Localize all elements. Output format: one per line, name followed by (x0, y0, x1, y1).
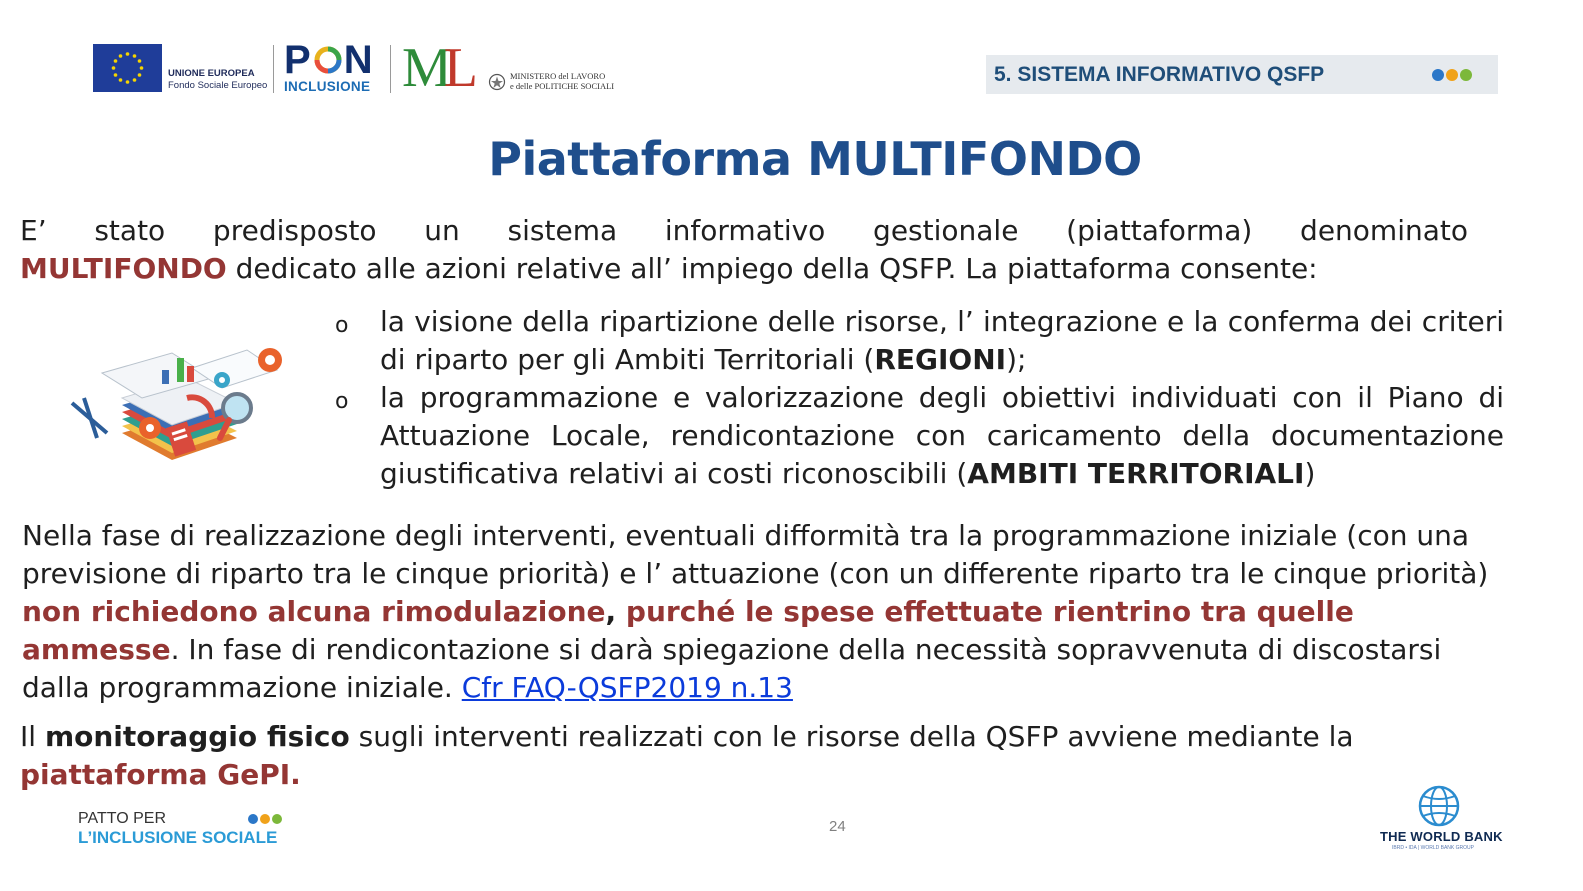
footer-dots-icon (248, 814, 282, 824)
section-badge (986, 55, 1498, 94)
page-number: 24 (829, 818, 846, 835)
dot-orange-icon (260, 814, 270, 824)
page-title: Piattaforma MULTIFONDO (488, 132, 1142, 186)
pon-letter-p: P (284, 38, 312, 82)
eu-line2: Fondo Sociale Europeo (168, 80, 268, 91)
dot-orange-icon (1446, 69, 1458, 81)
p3-bold: monitoraggio fisico (44, 720, 350, 753)
world-bank-subtitle: IBRD • IDA | WORLD BANK GROUP (1392, 845, 1474, 851)
list-item (330, 303, 1504, 379)
ministry-text (510, 71, 614, 91)
dot-green-icon (1460, 69, 1472, 81)
list-item-text: la visione della ripartizione delle risorse, l’ integrazione e la conferma dei criteri di riparto per gli Ambiti Territoriali ( (380, 305, 1504, 376)
list-item-tail: ); (1006, 343, 1027, 376)
section-badge-label: 5. SISTEMA INFORMATIVO QSFP (994, 63, 1325, 86)
list-item (330, 379, 1504, 493)
italian-emblem-icon (488, 73, 506, 95)
ministry-line1: MINISTERO del LAVORO (510, 71, 606, 81)
intro-rest: dedicato alle azioni relative all’ impiego della QSFP. La piattaforma consente: (226, 252, 1318, 285)
pon-logo (284, 40, 374, 80)
patto-line2: L’INCLUSIONE SOCIALE (78, 828, 278, 847)
p3-middle: sugli interventi realizzati con le risorse della QSFP avviene mediante la (349, 720, 1354, 753)
monitoring-paragraph (20, 718, 1460, 794)
pon-o-icon (313, 42, 343, 72)
dot-blue-icon (1432, 69, 1444, 81)
list-item-tail: ) (1304, 457, 1316, 490)
dot-green-icon (272, 814, 282, 824)
pon-letter-n: N (343, 38, 374, 82)
intro-highlight: MULTIFONDO (20, 252, 227, 285)
p2-highlight2: purché le spese effettuate rientrino tra quelle ammesse (22, 595, 1354, 666)
bullet-circle-icon: o (335, 313, 349, 338)
ministry-ml-logo (402, 37, 479, 99)
implementation-paragraph (22, 517, 1512, 707)
world-bank-name: THE WORLD BANK (1380, 829, 1503, 844)
eu-line1: UNIONE EUROPEA (168, 68, 255, 79)
eu-flag-logo (93, 44, 162, 92)
three-dots-icon (1432, 69, 1472, 81)
patto-line1: PATTO PER (78, 810, 167, 827)
list-item-bold: REGIONI (874, 343, 1007, 376)
list-item-text: la programmazione e valorizzazione degli obiettivi individuati con il Piano di Attuazione Locale, rendicontazione con caricamento della documentazione giustificativa relativi ai costi riconoscibili ( (380, 381, 1504, 490)
ml-l-letter: L (443, 37, 479, 99)
bullet-circle-icon: o (335, 389, 349, 414)
p3-prefix: Il (20, 720, 45, 753)
p3-highlight: piattaforma GePI. (20, 758, 301, 791)
list-item-bold: AMBITI TERRITORIALI (967, 457, 1305, 490)
intro-paragraph (20, 212, 1468, 288)
ministry-line2: e delle POLITICHE SOCIALI (510, 81, 615, 91)
p2-part2: . In fase di rendicontazione si darà spiegazione della necessità sopravvenuta di discostarsi dalla programmazione iniziale. (22, 633, 1442, 704)
faq-link[interactable]: Cfr FAQ-QSFP2019 n.13 (461, 671, 793, 704)
intro-line1: E’ stato predisposto un sistema informativo gestionale (piattaforma) denominato (20, 214, 1468, 247)
capabilities-list (330, 303, 1504, 493)
platform-illustration (62, 338, 292, 492)
pon-subtitle: INCLUSIONE (284, 79, 371, 94)
p2-part1: Nella fase di realizzazione degli interventi, eventuali difformità tra la programmazione iniziale (con una previsione di riparto tra le cinque priorità) e l’ attuazione (con un differente riparto tra le cinque priorità) (22, 519, 1489, 590)
p2-comma: , (605, 595, 617, 628)
eu-text (168, 68, 267, 92)
logo-divider (390, 45, 391, 93)
world-bank-globe-icon (1417, 784, 1461, 832)
p2-highlight1: non richiedono alcuna rimodulazione (22, 595, 606, 628)
ml-m-letter: M (402, 37, 452, 99)
logo-divider (273, 45, 274, 93)
dot-blue-icon (248, 814, 258, 824)
